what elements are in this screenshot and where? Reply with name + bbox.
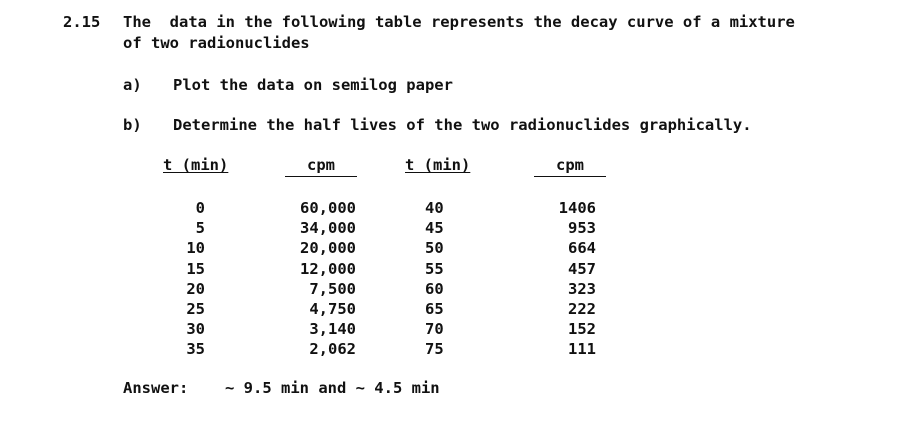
answer-text: ~ 9.5 min and ~ 4.5 min bbox=[225, 379, 440, 397]
table-cell: 10 bbox=[186, 239, 205, 258]
part-b-text: Determine the half lives of the two radionuclides graphically. bbox=[173, 116, 752, 134]
table-cell: 222 bbox=[568, 300, 596, 319]
problem-number: 2.15 bbox=[63, 13, 101, 31]
table-cell: 20,000 bbox=[300, 239, 356, 258]
table-cell: 55 bbox=[425, 259, 444, 278]
column-time-2 bbox=[425, 198, 447, 360]
column-cpm-2 bbox=[546, 198, 596, 360]
table-cell: 70 bbox=[425, 320, 444, 339]
table-cell: 664 bbox=[568, 239, 596, 258]
table-cell: 1406 bbox=[558, 199, 596, 217]
table-cell: 30 bbox=[186, 320, 205, 339]
table-cell: 25 bbox=[186, 300, 205, 319]
table-cell: 20 bbox=[186, 279, 205, 298]
table-cell: 40 bbox=[425, 199, 444, 217]
header-cpm-1: cpm bbox=[307, 156, 335, 174]
table-cell: 75 bbox=[425, 340, 444, 359]
table-cell: 34,000 bbox=[300, 219, 356, 238]
table-cell: 65 bbox=[425, 300, 444, 319]
table-cell: 323 bbox=[568, 279, 596, 298]
table-cell: 7,500 bbox=[309, 279, 356, 298]
table-cell: 2,062 bbox=[309, 340, 356, 359]
header-cpm-2: cpm bbox=[556, 156, 584, 174]
table-cell: 4,750 bbox=[309, 300, 356, 319]
table-cell: 3,140 bbox=[309, 320, 356, 339]
header-time-2: t (min) bbox=[405, 156, 471, 174]
table-cell: 45 bbox=[425, 219, 444, 238]
table-cell: 111 bbox=[568, 340, 596, 359]
table-cell: 12,000 bbox=[300, 259, 356, 278]
answer-label: Answer: bbox=[123, 379, 189, 397]
part-b-label: b) bbox=[123, 116, 142, 134]
table-cell: 50 bbox=[425, 239, 444, 258]
table-cell: 0 bbox=[195, 199, 205, 217]
header-time-1: t (min) bbox=[163, 156, 229, 174]
table-cell: 152 bbox=[568, 320, 596, 339]
table-cell: 5 bbox=[195, 219, 205, 238]
part-a-label: a) bbox=[123, 76, 142, 94]
part-a-text: Plot the data on semilog paper bbox=[173, 76, 453, 94]
problem-statement-line-2: of two radionuclides bbox=[123, 34, 310, 52]
header-underline-cpm-1 bbox=[285, 176, 357, 177]
column-cpm-1 bbox=[280, 198, 356, 360]
table-cell: 60,000 bbox=[300, 199, 356, 217]
table-cell: 15 bbox=[186, 259, 205, 278]
table-cell: 60 bbox=[425, 279, 444, 298]
table-cell: 953 bbox=[568, 219, 596, 238]
table-cell: 457 bbox=[568, 259, 596, 278]
column-time-1 bbox=[175, 198, 205, 360]
table-cell: 35 bbox=[186, 340, 205, 359]
header-underline-cpm-2 bbox=[534, 176, 606, 177]
problem-statement-line-1: The data in the following table represents the decay curve of a mixture bbox=[123, 13, 795, 31]
